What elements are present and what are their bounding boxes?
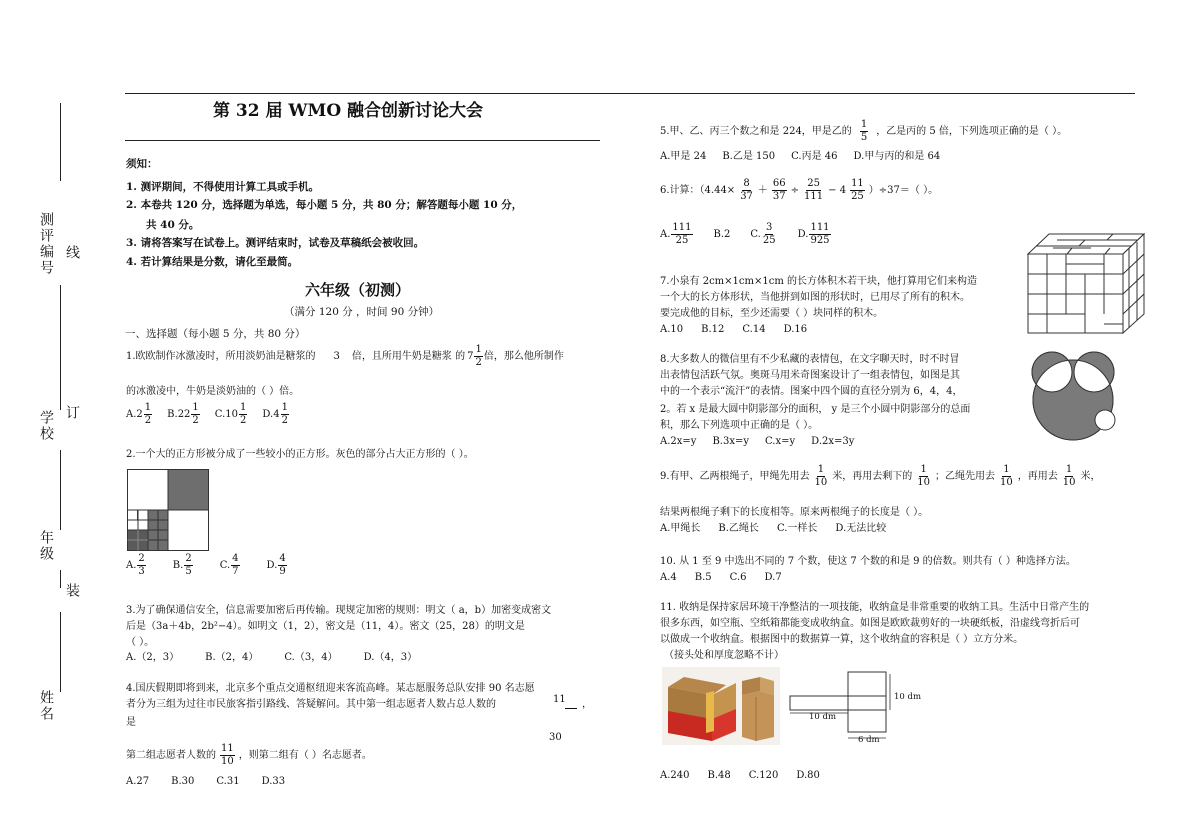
notice-3: 3. 请将答案写在试卷上。测评结束时，试卷及草稿纸会被收回。 xyxy=(126,237,425,249)
q9-option-d[interactable]: D.无法比较 xyxy=(835,523,887,534)
q11-option-b[interactable]: B.48 xyxy=(707,770,731,781)
q5-option-a[interactable]: A.甲是 24 xyxy=(660,151,707,162)
notice-2-cont: 共 40 分。 xyxy=(146,219,200,231)
q10-text: 10. 从 1 至 9 中选出不同的 7 个数，使这 7 个数的和是 9 的倍数。则共有（ ）种选择方法。 xyxy=(660,556,1076,567)
q10-option-d[interactable]: D.7 xyxy=(764,572,782,583)
notice-2: 2. 本卷共 120 分，选择题为单选，每小题 5 分，共 80 分；解答题每小题 10 分， xyxy=(126,199,523,211)
field-grade: 年级 xyxy=(38,530,54,562)
notice-4: 4. 若计算结果是分数，请化至最简。 xyxy=(126,256,299,268)
binding-line-3 xyxy=(60,450,61,530)
q3-option-b[interactable]: B.（2，4） xyxy=(205,652,259,663)
field-exam-number: 测评编号 xyxy=(38,212,54,276)
q1-option-a[interactable]: A. 2 $\frac{1}{2}$ xyxy=(126,402,152,426)
q11-dim-height: 10 dm xyxy=(894,692,922,702)
q9-option-b[interactable]: B.乙绳长 xyxy=(718,523,759,534)
q4-options xyxy=(126,775,285,789)
binding-line-4 xyxy=(60,570,61,588)
q3-option-d[interactable]: D.（4，3） xyxy=(363,652,418,663)
q1-text-a: 1.欧欧制作冰激凌时，所用淡奶油是糖浆的 xyxy=(126,350,316,362)
q8-line2: 出表情包活跃气氛。奥斑马用米奇图案设计了一组表情包，如图是其 xyxy=(660,370,960,381)
q11-line3: 以做成一个收纳盒。根据图中的数据算一算，这个收纳盒的容积是（ ）立方分米。 xyxy=(660,634,1024,645)
q8-option-c[interactable]: C.x=y xyxy=(765,436,796,447)
q2-option-a[interactable]: A. $\frac{2}{3}$ xyxy=(126,553,145,577)
q8-mickey-figure xyxy=(1020,344,1126,444)
q11-dim-length: 10 dm xyxy=(809,712,837,722)
q1-option-c[interactable]: C. 10 $\frac{1}{2}$ xyxy=(214,402,247,426)
q7-options xyxy=(660,323,807,337)
page-title: 第 32 届 WMO 融合创新讨论大会 xyxy=(213,101,484,121)
q4-line3: 是 xyxy=(126,717,136,728)
q4-comma: ， xyxy=(582,699,592,710)
q11-line1: 11. 收纳是保持家居环境干净整洁的一项技能，收纳盒是非常重要的收纳工具。生活中日常产生的 xyxy=(660,602,1090,613)
q2-option-b[interactable]: B. $\frac{2}{5}$ xyxy=(172,553,192,577)
q4-line2: 者分为三组为过往市民旅客指引路线、答疑解问。其中第一组志愿者人数占总人数的 xyxy=(126,699,496,710)
notice-title: 须知： xyxy=(126,158,158,170)
q11-option-d[interactable]: D.80 xyxy=(796,770,820,781)
q10-options xyxy=(660,571,782,585)
q7-option-a[interactable]: A.10 xyxy=(660,324,684,335)
q10-option-a[interactable]: A.4 xyxy=(660,572,677,583)
q8-option-a[interactable]: A.2x=y xyxy=(660,436,697,447)
q5-option-d[interactable]: D.甲与丙的和是 64 xyxy=(853,151,941,162)
q6-expression: 6.计算：（4.44× $\frac{8}{37}$ ＋ $\frac{66}{37}$ ÷ $\frac{25}{111}$ − 4 $\frac{11}{25}$ ）÷37＝（ ）。 xyxy=(660,178,939,202)
binding-line-2 xyxy=(60,285,61,410)
q7-line2: 一个大的长方体形状，当他拼到如图的形状时，已用尽了所有的积木。 xyxy=(660,292,970,303)
q1-options xyxy=(126,402,290,427)
mark-ding: 订 xyxy=(64,405,80,421)
q8-option-b[interactable]: B.3x=y xyxy=(712,436,749,447)
q6-option-a[interactable]: A. $\frac{111}{25}$ xyxy=(660,222,692,246)
q4-option-c[interactable]: C.31 xyxy=(216,776,240,787)
q1-mixed-whole: 7 xyxy=(467,350,474,362)
q1-text-d: 倍，那么他所制作 xyxy=(483,350,564,362)
q4-option-b[interactable]: B.30 xyxy=(171,776,195,787)
score-info: （满分 120 分 ，时间 90 分钟） xyxy=(284,306,440,318)
q8-options xyxy=(660,435,854,449)
q4-option-a[interactable]: A.27 xyxy=(126,776,150,787)
field-name: 姓名 xyxy=(38,690,54,722)
q2-option-c[interactable]: C. $\frac{4}{7}$ xyxy=(219,553,239,577)
q1-option-b[interactable]: B. 22 $\frac{1}{2}$ xyxy=(167,402,199,426)
q5-fraction: $\frac{1}{5}$ xyxy=(860,119,868,143)
q7-line1: 7.小泉有 2cm×1cm×1cm 的长方体积木若干块，他打算用它们来构造 xyxy=(660,276,977,287)
q7-option-d[interactable]: D.16 xyxy=(783,324,808,335)
q5-option-c[interactable]: C.丙是 46 xyxy=(791,151,838,162)
q11-box-photo xyxy=(662,667,780,745)
q4-line4: 第二组志愿者人数的 $\frac{11}{10}$ ，则第二组有（ ）名志愿者。 xyxy=(126,743,372,767)
q2-option-d[interactable]: D. $\frac{4}{9}$ xyxy=(266,553,286,577)
q11-line2: 很多东西，如空瓶、空纸箱都能变成收纳盒。如图是欧欧裁剪好的一块硬纸板，沿虚线弯折后可 xyxy=(660,618,1080,629)
q7-block-figure xyxy=(1027,232,1145,334)
q8-line5: 积，那么下列选项中正确的是（ ）。 xyxy=(660,420,819,431)
q3-line3: （ ）。 xyxy=(126,637,155,648)
q9-option-a[interactable]: A.甲绳长 xyxy=(660,523,701,534)
q3-line1: 3.为了确保通信安全，信息需要加密后再传输。现规定加密的规则：明文（ a，b）加密变成密文 xyxy=(126,605,552,616)
top-rule xyxy=(125,93,1135,94)
q3-option-c[interactable]: C.（3，4） xyxy=(284,652,338,663)
q4-frac2: $\frac{11}{10}$ xyxy=(221,743,234,767)
q11-option-a[interactable]: A.240 xyxy=(660,770,690,781)
q11-line4: （接头处和厚度忽略不计） xyxy=(664,650,784,661)
q1-line1 xyxy=(126,344,564,369)
q4-option-d[interactable]: D.33 xyxy=(261,776,286,787)
q8-option-d[interactable]: D.2x=3y xyxy=(811,436,855,447)
q4-frac1-bar xyxy=(565,708,577,709)
q11-option-c[interactable]: C.120 xyxy=(748,770,779,781)
q7-option-c[interactable]: C.14 xyxy=(742,324,766,335)
field-school: 学校 xyxy=(38,410,54,442)
q1-option-d[interactable]: D. 4 $\frac{1}{2}$ xyxy=(262,402,288,426)
q1-text-b: 3 xyxy=(333,350,340,362)
q9-options xyxy=(660,522,886,536)
q10-option-c[interactable]: C.6 xyxy=(729,572,747,583)
q6-option-d[interactable]: D. $\frac{111}{925}$ xyxy=(797,222,830,246)
q2-square-figure xyxy=(127,469,209,551)
q5-options xyxy=(660,150,940,164)
q11-dim-width: 6 dm xyxy=(858,735,880,745)
q8-line4: 2。若 x 是最大圆中阴影部分的面积， y 是三个小圆中阴影部分的总面 xyxy=(660,404,971,415)
q9-line1: 9.有甲、乙两根绳子，甲绳先用去 $\frac{1}{10}$ 米，再用去剩下的 $\frac{1}{10}$ ；乙绳先用去 $\frac{1}{10}$ ，再用去 $\frac{1}{10}$ 米， xyxy=(660,464,1101,488)
notice-1: 1. 测评期间，不得使用计算工具或手机。 xyxy=(126,181,320,193)
q4-frac1-num: 11 xyxy=(553,694,566,705)
q3-option-a[interactable]: A.（2，3） xyxy=(126,652,180,663)
q2-options xyxy=(126,553,288,578)
binding-line-1 xyxy=(60,103,61,181)
q11-options xyxy=(660,769,820,783)
q8-line1: 8.大多数人的微信里有不少私藏的表情包，在文字聊天时，时不时冒 xyxy=(660,354,960,365)
binding-line-5 xyxy=(60,612,61,692)
q5-line1: 5.甲、乙、丙三个数之和是 224，甲是乙的 $\frac{1}{5}$ ，乙是丙的 5 倍，下列选项正确的是（ ）。 xyxy=(660,119,1068,143)
q9-option-c[interactable]: C.一样长 xyxy=(776,523,818,534)
section-title: 一、选择题（每小题 5 分，共 80 分） xyxy=(125,328,306,340)
q3-line2: 后是（3a＋4b，2b²−4）。如明文（1，2），密文是（11，4）。密文（25，28）的明文是 xyxy=(126,621,525,632)
q3-options xyxy=(126,651,417,665)
q10-option-b[interactable]: B.5 xyxy=(694,572,712,583)
q6-option-b[interactable]: B.2 xyxy=(713,228,731,240)
q1-text-c: 倍，且所用牛奶是糖浆 的 xyxy=(351,350,466,362)
q6-option-c[interactable]: C. $\frac{3}{25}$ xyxy=(750,222,776,246)
grade-title: 六年级（初测） xyxy=(305,281,411,299)
q7-option-b[interactable]: B.12 xyxy=(701,324,725,335)
q1-line2: 的冰激凌中，牛奶是淡奶油的（ ）倍。 xyxy=(126,386,300,397)
q5-option-b[interactable]: B.乙是 150 xyxy=(722,151,776,162)
title-rule xyxy=(125,140,600,141)
q7-line3: 要完成他的目标，至少还需要（ ）块同样的积木。 xyxy=(660,308,884,319)
q1-mixed-fraction: $\frac{1}{2}$ xyxy=(475,344,482,368)
q4-line1: 4.国庆假期即将到来，北京多个重点交通枢纽迎来客流高峰。某志愿服务总队安排 90 名志愿 xyxy=(126,683,535,694)
q8-line3: 中的一个表示“流汗”的表情。图案中四个圆的直径分别为 6，4，4， xyxy=(660,386,963,397)
mark-zhuang: 装 xyxy=(64,583,80,599)
mark-xian: 线 xyxy=(64,245,80,261)
q9-line2: 结果两根绳子剩下的长度相等。原来两根绳子的长度是（ ）。 xyxy=(660,507,929,518)
q4-frac1-den: 30 xyxy=(549,732,562,743)
q2-text: 2.一个大的正方形被分成了一些较小的正方形。灰色的部分占大正方形的（ ）。 xyxy=(126,449,474,460)
q6-options xyxy=(660,222,832,247)
